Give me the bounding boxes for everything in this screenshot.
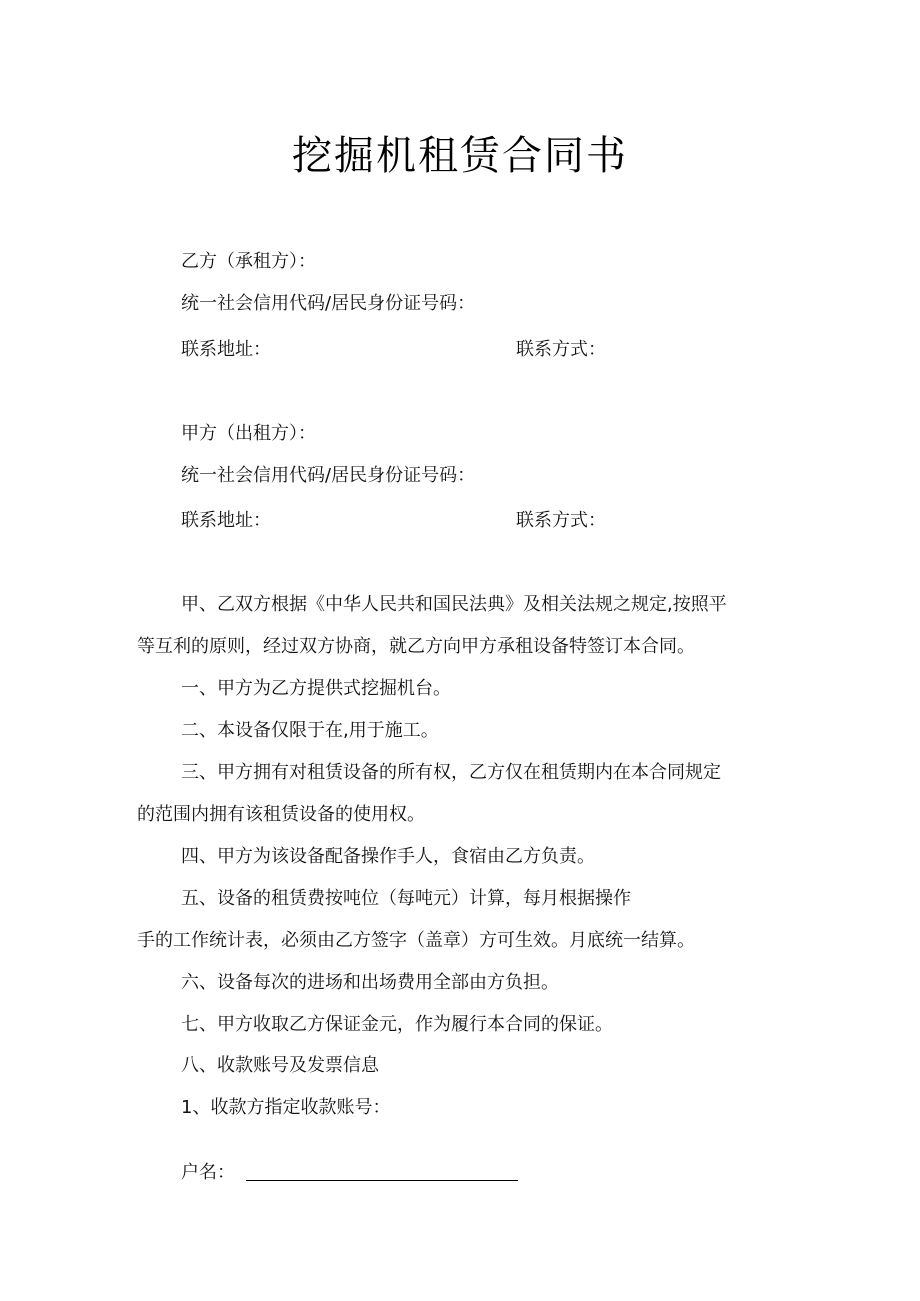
clause-1: 一、甲方为乙方提供式挖掘机台。: [181, 678, 451, 699]
party-b-address-label: 联系地址：: [181, 339, 271, 360]
clause-3-line-1: 三、甲方拥有对租赁设备的所有权，乙方仅在租赁期内在本合同规定: [181, 762, 721, 783]
clause-3-line-2: 的范围内拥有该租赁设备的使用权。: [137, 804, 425, 825]
clause-8: 八、收款账号及发票信息: [181, 1055, 379, 1076]
preamble-line-1: 甲、乙双方根据《中华人民共和国民法典》及相关法规之规定,按照平: [181, 594, 727, 615]
clause-2: 二、本设备仅限于在,用于施工。: [181, 720, 439, 741]
document-title: 挖掘机租赁合同书: [292, 133, 628, 179]
party-a-id-label: 统一社会信用代码/居民身份证号码：: [181, 465, 476, 486]
party-b-heading: 乙方（承租方）：: [181, 251, 316, 272]
account-name-label: 户名：: [181, 1162, 235, 1183]
party-b-contact-label: 联系方式：: [516, 339, 606, 360]
clause-8-1: 1、收款方指定收款账号：: [181, 1097, 391, 1118]
party-a-contact-label: 联系方式：: [516, 510, 606, 531]
party-a-heading: 甲方（出租方）：: [181, 423, 316, 444]
clause-5-line-2: 手的工作统计表，必须由乙方签字（盖章）方可生效。月底统一结算。: [137, 930, 695, 951]
clause-4: 四、甲方为该设备配备操作手人，食宿由乙方负责。: [181, 846, 595, 867]
clause-5-line-1: 五、设备的租赁费按吨位（每吨元）计算，每月根据操作: [181, 888, 631, 909]
party-a-address-label: 联系地址：: [181, 510, 271, 531]
clause-6: 六、设备每次的进场和出场费用全部由方负担。: [181, 972, 559, 993]
account-name-blank: [246, 1180, 518, 1181]
clause-7: 七、甲方收取乙方保证金元，作为履行本合同的保证。: [181, 1014, 613, 1035]
party-b-id-label: 统一社会信用代码/居民身份证号码：: [181, 293, 476, 314]
preamble-line-2: 等互利的原则，经过双方协商，就乙方向甲方承租设备特签订本合同。: [137, 636, 695, 657]
